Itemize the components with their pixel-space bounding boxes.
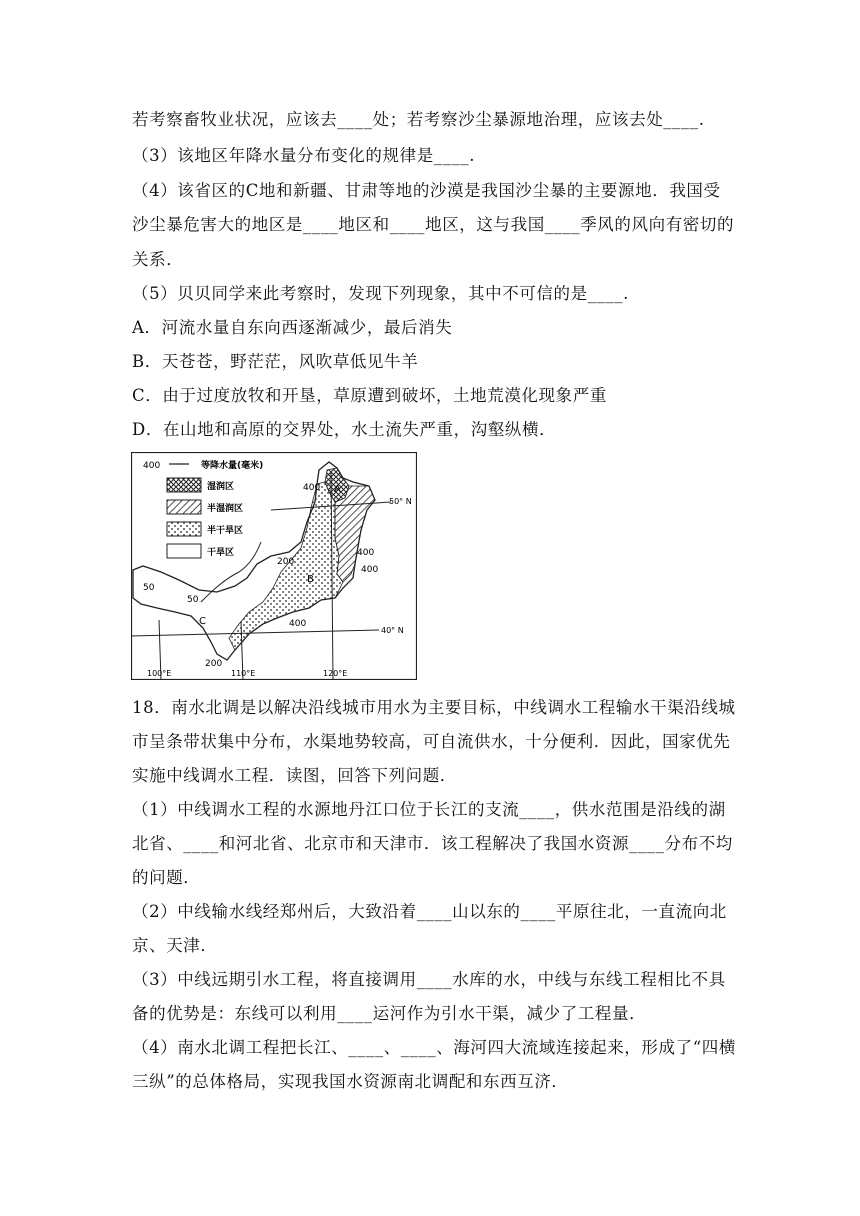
text-line: 的问题． <box>132 868 201 887</box>
text-line: （2）中线输水线经郑州后，大致沿着____山以东的____平原往北，一直流向北 <box>132 902 727 921</box>
isohyet-label: 400 <box>357 548 375 558</box>
lon-label-120: 120°E <box>323 669 348 678</box>
legend-item-semi-arid: 半干旱区 <box>207 526 244 536</box>
text-line: （1）中线调水工程的水源地丹江口位于长江的支流____，供水范围是沿线的湖 <box>132 800 726 819</box>
text-line: （3）中线远期引水工程，将直接调用____水库的水，中线与东线工程相比不具 <box>132 970 726 989</box>
text-line: 备的优势是：东线可以利用____运河作为引水干渠，减少了工程量． <box>132 1004 647 1023</box>
option-b: B．天苍苍，野茫茫，风吹草低见牛羊 <box>132 352 419 371</box>
precipitation-map <box>131 452 417 680</box>
place-label-c: C <box>199 616 206 627</box>
option-a: A．河流水量自东向西逐渐减少，最后消失 <box>132 318 453 337</box>
text-line: 三纵”的总体格局，实现我国水资源南北调配和东西互济． <box>132 1072 569 1091</box>
isohyet-label: 50 <box>143 583 155 593</box>
text-line: 实施中线调水工程．读图，回答下列问题． <box>132 766 457 785</box>
isohyet-label: 200 <box>205 659 223 669</box>
text-line: 关系． <box>132 250 184 269</box>
legend-item-arid: 干旱区 <box>207 548 235 558</box>
text-line: 沙尘暴危害大的地区是____地区和____地区，这与我国____季风的风向有密切的 <box>132 215 735 234</box>
lon-label-100: 100°E <box>147 669 172 678</box>
place-label-a: A <box>334 484 341 495</box>
isohyet-label: 200 <box>277 557 295 567</box>
text-line: （5）贝贝同学来此考察时，发现下列现象，其中不可信的是____. <box>132 284 629 303</box>
legend-title: 等降水量(毫米) <box>201 461 264 471</box>
isohyet-label: 400 <box>289 619 307 629</box>
legend-item-humid: 湿润区 <box>207 482 235 492</box>
text-line: 北省、____和河北省、北京市和天津市．该工程解决了我国水资源____分布不均 <box>132 834 733 853</box>
lat-label-50: 50° N <box>389 497 412 506</box>
place-label-b: B <box>307 574 314 585</box>
legend-item-semi-humid: 半湿润区 <box>207 504 244 514</box>
option-d: D．在山地和高原的交界处，水土流失严重，沟壑纵横． <box>132 420 557 439</box>
text-line: （4）该省区的C地和新疆、甘肃等地的沙漠是我国沙尘暴的主要源地．我国受 <box>132 181 721 200</box>
question-18-line: 18．南水北调是以解决沿线城市用水为主要目标，中线调水工程输水干渠沿线城 <box>132 698 736 717</box>
lat-label-40: 40° N <box>381 626 404 635</box>
legend-value: 400 <box>143 461 161 471</box>
option-c: C．由于过度放牧和开垦，草原遭到破坏，土地荒漠化现象严重 <box>132 386 607 405</box>
text-line: （3）该地区年降水量分布变化的规律是____. <box>132 146 476 165</box>
text-line: 若考察畜牧业状况，应该去____处；若考察沙尘暴源地治理，应该去处____. <box>132 110 705 129</box>
text-line: （4）南水北调工程把长江、____、____、海河四大流域连接起来，形成了“四横 <box>132 1038 736 1057</box>
isohyet-label: 400 <box>303 483 321 493</box>
isohyet-label: 400 <box>361 565 379 575</box>
text-line: 市呈条带状集中分布，水渠地势较高，可自流供水，十分便利．因此，国家优先 <box>132 732 731 751</box>
isohyet-label: 50 <box>187 595 199 605</box>
lon-label-110: 110°E <box>231 669 256 678</box>
text-line: 京、天津． <box>132 936 218 955</box>
